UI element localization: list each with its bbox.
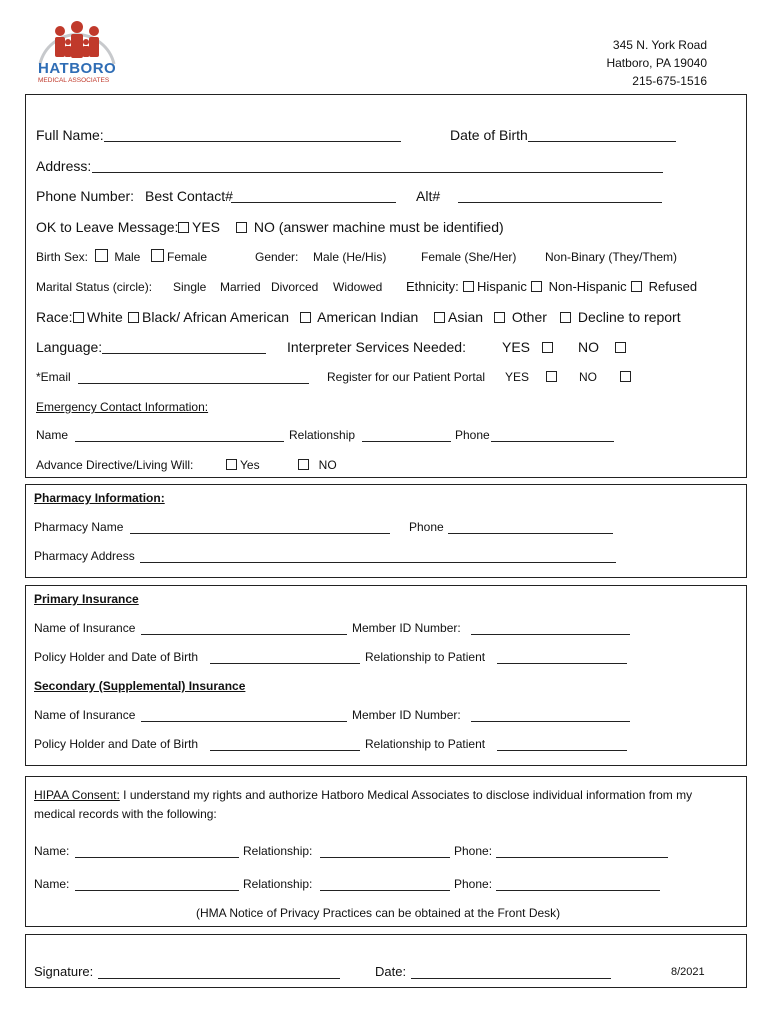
- ec-relationship-field[interactable]: [362, 441, 451, 442]
- race-white[interactable]: [73, 309, 123, 325]
- language-field[interactable]: [102, 353, 266, 354]
- race-decline[interactable]: [560, 309, 681, 325]
- marital-married[interactable]: Married: [220, 280, 261, 294]
- hipaa-relationship-1-field[interactable]: [320, 857, 450, 858]
- female-label: Female: [167, 250, 208, 264]
- logo-name: HATBORO: [38, 60, 117, 77]
- gender-label: Gender:: [255, 250, 299, 264]
- best-contact-field[interactable]: [231, 202, 396, 203]
- secondary-relationship-field[interactable]: [497, 750, 627, 751]
- birth-sex-male[interactable]: [95, 249, 140, 264]
- asian-label: Asian: [448, 309, 484, 325]
- other-label: Other: [511, 309, 547, 325]
- ec-name-label: Name: [36, 428, 69, 442]
- primary-member-id-label: Member ID Number:: [352, 621, 461, 635]
- advance-no[interactable]: [298, 458, 337, 472]
- decline-label: Decline to report: [577, 309, 681, 325]
- race-label: Race:: [36, 309, 73, 325]
- emergency-heading: Emergency Contact Information:: [36, 400, 209, 414]
- american-indian-label: American Indian: [317, 309, 419, 325]
- portal-no[interactable]: [579, 370, 634, 384]
- ec-name-field[interactable]: [75, 441, 284, 442]
- marital-label: Marital Status (circle):: [36, 280, 153, 294]
- date-field[interactable]: [411, 978, 611, 979]
- race-other[interactable]: [494, 309, 547, 325]
- primary-insurance-name-field[interactable]: [141, 634, 347, 635]
- portal-yes-label: YES: [505, 370, 530, 384]
- practice-street: 345 N. York Road: [612, 38, 707, 52]
- secondary-member-id-field[interactable]: [471, 721, 630, 722]
- ok-leave-yes-label: YES: [192, 219, 221, 235]
- checkbox-icon[interactable]: [463, 281, 474, 292]
- ok-leave-no-label: NO (answer machine must be identified): [253, 219, 504, 235]
- primary-insurance-name-label: Name of Insurance: [34, 621, 136, 635]
- checkbox-icon[interactable]: [560, 312, 571, 323]
- dob-label: Date of Birth: [450, 127, 528, 143]
- primary-policy-holder-field[interactable]: [210, 663, 360, 664]
- ethnicity-label: Ethnicity:: [406, 279, 459, 294]
- non-hispanic-label: Non-Hispanic: [548, 279, 627, 294]
- hipaa-name-2-label: Name:: [34, 877, 70, 891]
- language-label: Language:: [36, 339, 103, 355]
- adv-yes-label: Yes: [240, 458, 260, 472]
- hipaa-name-2-field[interactable]: [75, 890, 239, 891]
- alt-label: Alt#: [416, 188, 441, 204]
- marital-widowed[interactable]: Widowed: [333, 280, 383, 294]
- pharmacy-heading: Pharmacy Information:: [34, 491, 165, 505]
- alt-field[interactable]: [458, 202, 662, 203]
- gender-male[interactable]: Male (He/His): [313, 250, 387, 264]
- checkbox-icon[interactable]: [546, 371, 557, 382]
- dob-field[interactable]: [528, 141, 676, 142]
- signature-section: [25, 934, 747, 988]
- primary-relationship-label: Relationship to Patient: [365, 650, 486, 664]
- hipaa-relationship-1-label: Relationship:: [243, 844, 313, 858]
- email-label: *Email: [36, 370, 71, 384]
- race-american-indian[interactable]: [300, 309, 418, 325]
- hipaa-relationship-2-label: Relationship:: [243, 877, 313, 891]
- ok-leave-label: OK to Leave Message:: [36, 219, 179, 235]
- primary-policy-holder-label: Policy Holder and Date of Birth: [34, 650, 199, 664]
- address-label: Address:: [36, 158, 92, 174]
- pharmacy-address-field[interactable]: [140, 562, 616, 563]
- ok-leave-no[interactable]: [236, 219, 504, 235]
- checkbox-icon[interactable]: [434, 312, 445, 323]
- checkbox-icon[interactable]: [300, 312, 311, 323]
- practice-city: Hatboro, PA 19040: [606, 56, 707, 70]
- marital-divorced[interactable]: Divorced: [271, 280, 319, 294]
- ec-phone-label: Phone: [455, 428, 490, 442]
- secondary-policy-holder-label: Policy Holder and Date of Birth: [34, 737, 199, 751]
- refused-label: Refused: [648, 279, 698, 294]
- race-asian[interactable]: [434, 309, 483, 325]
- adv-no-label: NO: [318, 458, 337, 472]
- hipaa-phone-2-field[interactable]: [496, 890, 660, 891]
- hipaa-phone-1-field[interactable]: [496, 857, 668, 858]
- gender-female[interactable]: Female (She/Her): [421, 250, 517, 264]
- hipaa-heading: HIPAA Consent:: [34, 788, 120, 802]
- full-name-label: Full Name:: [36, 127, 104, 143]
- birth-sex-female[interactable]: [151, 249, 207, 264]
- checkbox-icon[interactable]: [128, 312, 139, 323]
- advance-yes[interactable]: [226, 458, 260, 472]
- ok-leave-yes[interactable]: [178, 219, 220, 235]
- secondary-relationship-label: Relationship to Patient: [365, 737, 486, 751]
- hispanic-label: Hispanic: [477, 279, 527, 294]
- practice-phone: 215-675-1516: [632, 74, 707, 88]
- checkbox-icon[interactable]: [178, 222, 189, 233]
- hipaa-phone-2-label: Phone:: [454, 877, 493, 891]
- hipaa-consent-line-1: I understand my rights and authorize Hatboro Medical Associates to disclose individual information from my: [123, 788, 693, 802]
- address-field[interactable]: [92, 172, 663, 173]
- pharmacy-name-field[interactable]: [130, 533, 390, 534]
- portal-no-label: NO: [579, 370, 597, 384]
- race-black[interactable]: [128, 309, 289, 325]
- hipaa-consent-line-2: medical records with the following:: [34, 807, 217, 821]
- secondary-insurance-name-label: Name of Insurance: [34, 708, 136, 722]
- interpreter-no[interactable]: [578, 339, 629, 355]
- pharmacy-phone-label: Phone: [409, 520, 444, 534]
- primary-member-id-field[interactable]: [471, 634, 630, 635]
- black-label: Black/ African American: [142, 309, 290, 325]
- checkbox-icon[interactable]: [298, 459, 309, 470]
- portal-label: Register for our Patient Portal: [327, 370, 486, 384]
- checkbox-icon[interactable]: [620, 371, 631, 382]
- checkbox-icon[interactable]: [226, 459, 237, 470]
- gender-nonbinary[interactable]: Non-Binary (They/Them): [545, 250, 678, 264]
- pharmacy-phone-field[interactable]: [448, 533, 613, 534]
- secondary-insurance-heading: Secondary (Supplemental) Insurance: [34, 679, 246, 693]
- white-label: White: [87, 309, 123, 325]
- checkbox-icon[interactable]: [494, 312, 505, 323]
- advance-directive-label: Advance Directive/Living Will:: [36, 458, 194, 472]
- secondary-member-id-label: Member ID Number:: [352, 708, 461, 722]
- date-label: Date:: [375, 964, 407, 979]
- interp-yes-label: YES: [502, 339, 531, 355]
- interpreter-label: Interpreter Services Needed:: [287, 339, 466, 355]
- logo-sub: MEDICAL ASSOCIATES: [38, 77, 110, 84]
- form-version: 8/2021: [671, 966, 705, 978]
- hipaa-notice: (HMA Notice of Privacy Practices can be obtained at the Front Desk): [196, 906, 561, 920]
- hipaa-relationship-2-field[interactable]: [320, 890, 450, 891]
- checkbox-icon[interactable]: [615, 342, 626, 353]
- checkbox-icon[interactable]: [95, 249, 108, 262]
- primary-relationship-field[interactable]: [497, 663, 627, 664]
- checkbox-icon[interactable]: [151, 249, 164, 262]
- interp-no-label: NO: [578, 339, 599, 355]
- hipaa-phone-1-label: Phone:: [454, 844, 493, 858]
- hipaa-text-1: [34, 788, 692, 802]
- pharmacy-name-label: Pharmacy Name: [34, 520, 124, 534]
- ec-phone-field[interactable]: [491, 441, 614, 442]
- ethnicity-non-hispanic[interactable]: [531, 279, 627, 294]
- phone-number-label: Phone Number:: [36, 188, 135, 204]
- portal-yes[interactable]: [505, 370, 560, 384]
- signature-label: Signature:: [34, 964, 94, 979]
- ethnicity-hispanic[interactable]: [463, 279, 527, 294]
- hipaa-name-1-field[interactable]: [75, 857, 239, 858]
- checkbox-icon[interactable]: [631, 281, 642, 292]
- male-label: Male: [114, 250, 141, 264]
- pharmacy-address-label: Pharmacy Address: [34, 549, 135, 563]
- checkbox-icon[interactable]: [531, 281, 542, 292]
- secondary-insurance-name-field[interactable]: [141, 721, 347, 722]
- ethnicity-refused[interactable]: [631, 279, 697, 294]
- signature-field[interactable]: [98, 978, 340, 979]
- marital-single[interactable]: Single: [173, 280, 207, 294]
- primary-insurance-heading: Primary Insurance: [34, 592, 139, 606]
- secondary-policy-holder-field[interactable]: [210, 750, 360, 751]
- checkbox-icon[interactable]: [542, 342, 553, 353]
- checkbox-icon[interactable]: [73, 312, 84, 323]
- birth-sex-label: Birth Sex:: [36, 250, 89, 264]
- email-field[interactable]: [78, 383, 309, 384]
- hipaa-name-1-label: Name:: [34, 844, 70, 858]
- full-name-field[interactable]: [104, 141, 401, 142]
- interpreter-yes[interactable]: [502, 339, 556, 355]
- logo: [32, 2, 122, 88]
- best-contact-label: Best Contact#: [145, 188, 233, 204]
- checkbox-icon[interactable]: [236, 222, 247, 233]
- ec-relationship-label: Relationship: [289, 428, 356, 442]
